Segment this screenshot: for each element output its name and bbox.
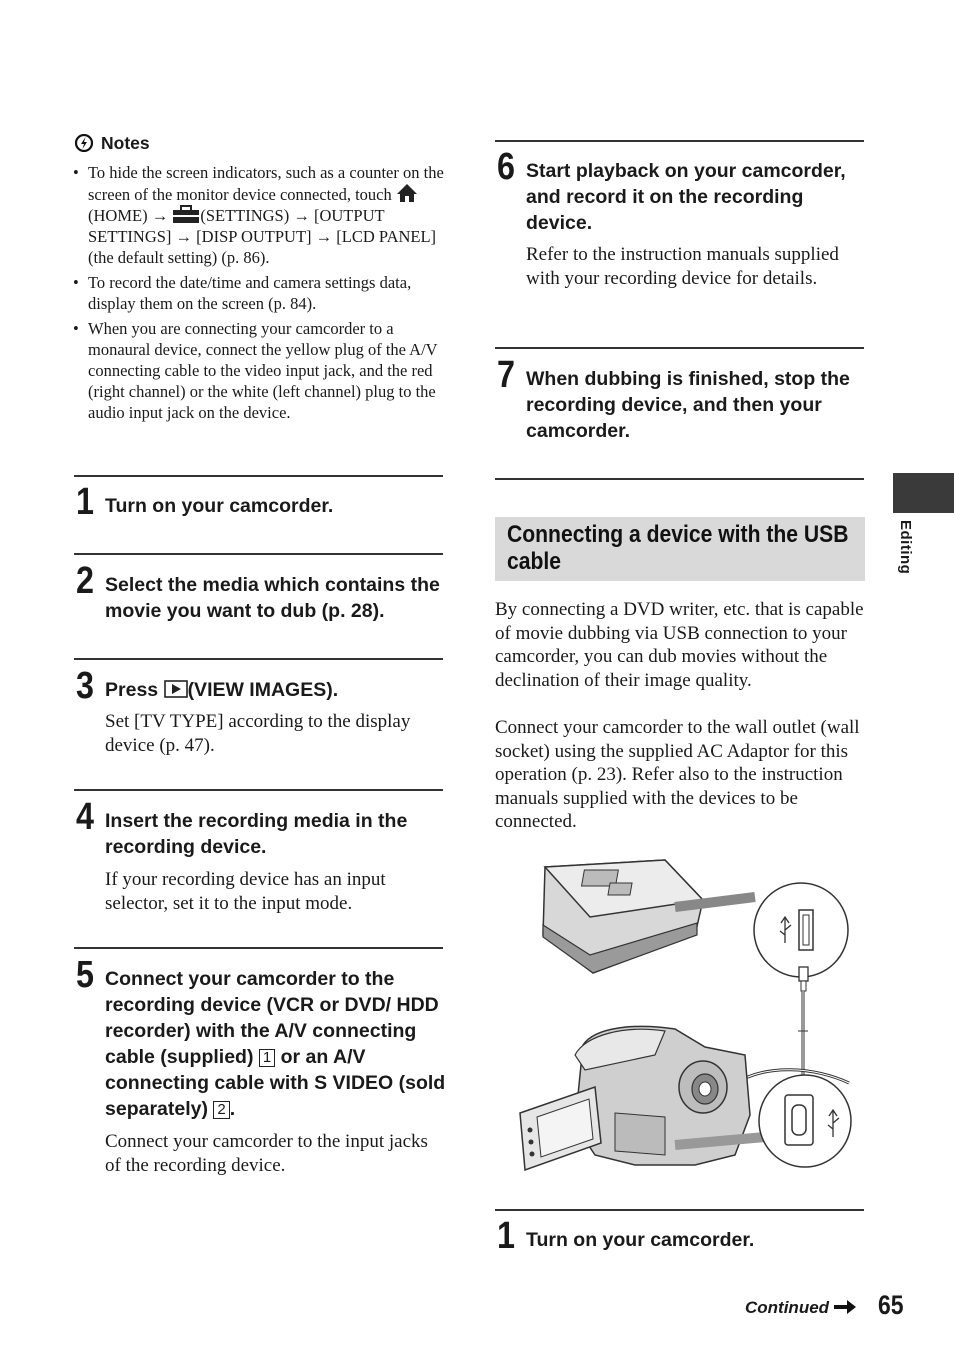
- chapter-label: Editing: [897, 520, 914, 575]
- usb-paragraph-1: By connecting a DVD writer, etc. that is capable of movie dubbing via USB connection to your camcorder, you can dub movies without the declination of their image quality.: [495, 599, 864, 691]
- step-6-title: Start playback on your camcorder, and record it on the recording device.: [526, 160, 846, 234]
- notes-icon: [75, 134, 93, 152]
- step-number: 2: [76, 560, 94, 602]
- usb-connection-illustration: [515, 855, 860, 1180]
- divider: [74, 947, 443, 949]
- settings-toolbox-icon: [172, 205, 200, 224]
- arrow-right-icon: [834, 1300, 856, 1314]
- arrow-icon: →: [315, 227, 333, 246]
- divider: [74, 658, 443, 660]
- divider: [495, 347, 864, 349]
- camcorder-illustration: [520, 1026, 765, 1170]
- divider: [495, 140, 864, 142]
- step-5-body: Connect your camcorder to the input jacks of the recording device.: [105, 1131, 428, 1176]
- section-heading: Connecting a device with the USB cable: [495, 517, 865, 581]
- step-number: 5: [76, 954, 94, 996]
- divider: [74, 789, 443, 791]
- note-item-2: • To record the date/time and camera settings data, display them on the screen (p. 84).: [73, 272, 445, 314]
- divider: [495, 1209, 864, 1211]
- step-2-title: Select the media which contains the movie you want to dub (p. 28).: [105, 574, 440, 622]
- step-number: 4: [76, 796, 94, 838]
- divider: [74, 475, 443, 477]
- arrow-icon: →: [151, 206, 169, 225]
- step-number: 1: [76, 481, 94, 523]
- step-7-title: When dubbing is finished, stop the recording device, and then your camcorder.: [526, 368, 850, 442]
- divider: [495, 478, 864, 480]
- callout-box-2: 2: [213, 1101, 229, 1119]
- step-3-title: Press (VIEW IMAGES).: [105, 679, 339, 701]
- step-3-body: Set [TV TYPE] according to the display device (p. 47).: [105, 711, 411, 756]
- step-4-body: If your recording device has an input selector, set it to the input mode.: [105, 869, 386, 914]
- divider: [74, 553, 443, 555]
- step-number: 7: [497, 354, 515, 396]
- home-icon: [396, 183, 418, 203]
- step-1-title: Turn on your camcorder.: [105, 495, 334, 517]
- arrow-icon: →: [293, 206, 310, 225]
- callout-box-1: 1: [259, 1049, 275, 1067]
- notes-list: [73, 162, 445, 427]
- note-item-3: • When you are connecting your camcorder to a monaural device, connect the yellow plug of the A/V connecting cable to the video input jack, and the red (right channel) or the white (left channel) plug to the audio input jack on the device.: [73, 318, 445, 423]
- step-number: 3: [76, 665, 94, 707]
- note-item-1: • To hide the screen indicators, such as a counter on the screen of the monitor device connected, touch (HOME) → (SETTINGS) → [OUTPUT SETTINGS] → [DISP OUTPUT] → [LCD PANEL] (the default setting) (p. 86).: [73, 162, 445, 268]
- usb-port-callout-top: [754, 883, 848, 977]
- arrow-icon: →: [175, 227, 193, 246]
- step-number: 6: [497, 146, 515, 188]
- page-number: 65: [878, 1290, 904, 1320]
- notes-heading: Notes: [75, 133, 150, 154]
- usb-paragraph-2: Connect your camcorder to the wall outlet (wall socket) using the supplied AC Adaptor for this operation (p. 23). Refer also to the instruction manuals supplied with the devices to be connected.: [495, 717, 860, 832]
- step-4-title: Insert the recording media in the recording device.: [105, 810, 408, 858]
- usb-cable: [733, 967, 849, 1091]
- chapter-tab: [893, 473, 954, 513]
- usb-port-callout-bottom: [759, 1075, 851, 1167]
- usb-step-1-title: Turn on your camcorder.: [526, 1229, 755, 1251]
- step-5-title: Connect your camcorder to the recording device (VCR or DVD/ HDD recorder) with the A/V connecting cable (supplied) 1 or an A/V connecting cable with S VIDEO (sold separately) 2 .: [105, 968, 446, 1120]
- dvd-writer-illustration: [543, 860, 755, 973]
- view-images-icon: [164, 680, 188, 698]
- step-number: 1: [497, 1215, 515, 1257]
- step-6-body: Refer to the instruction manuals supplied with your recording device for details.: [526, 244, 839, 289]
- continued-label: Continued: [745, 1298, 856, 1318]
